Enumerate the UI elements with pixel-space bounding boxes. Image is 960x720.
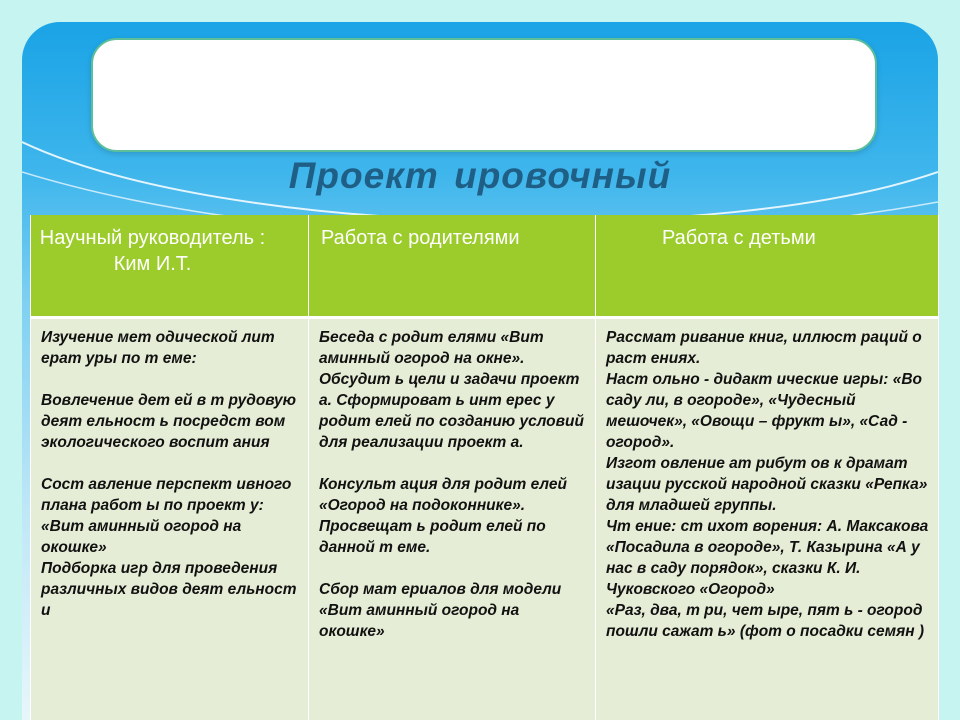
table-row [31, 317, 939, 720]
header-work-with-children [596, 215, 939, 317]
title-box [91, 38, 877, 152]
header-label: Работа с детьми [662, 227, 816, 249]
header-work-with-parents [309, 215, 596, 317]
slide-subtitle: Проект ировочный [288, 155, 672, 196]
cell-children-tasks: Рассмат ривание книг, иллюст раций о раст ениях. Наст ольно - дидакт ические игры: «Во саду ли, в огороде», «Чудесный мешочек», «Овощи – фрукт ы», «Сад - огород». Изгот овление ат рибут ов к драмат изации русской народной сказки «Репка» для младшей группы. Чт ение: ст ихот ворения: А. Максакова «Посадила в огороде», Т. Казырина «А у нас в саду порядок», сказки К. И. Чуковского «Огород» «Раз, два, т ри, чет ыре, пят ь - огород пошли сажат ь» (фот о посадки семян ) [596, 317, 939, 720]
header-label: Работа с родителями [321, 227, 520, 249]
table-header-row [31, 215, 939, 317]
project-table [30, 215, 939, 720]
header-label: Научный руководитель : Ким И.Т. [39, 227, 266, 275]
cell-supervisor-tasks: Изучение мет одической лит ерат уры по т еме: Вовлечение дет ей в т рудовую деят ельност ь посредст вом экологического воспит ания Сост авление перспект ивного плана работ ы по проект у: «Вит аминный огород на окошке» Подборка игр для проведения различных видов деят ельност и [31, 317, 309, 720]
header-scientific-supervisor [31, 215, 309, 317]
cell-parents-tasks: Беседа с родит елями «Вит аминный огород на окне». Обсудит ь цели и задачи проект а. Сформироват ь инт ерес у родит елей по созданию условий для реализации проект а. Консульт ация для родит елей «Огород на подоконнике». Просвещат ь родит елей по данной т еме. Сбор мат ериалов для модели «Вит аминный огород на окошке» [309, 317, 596, 720]
